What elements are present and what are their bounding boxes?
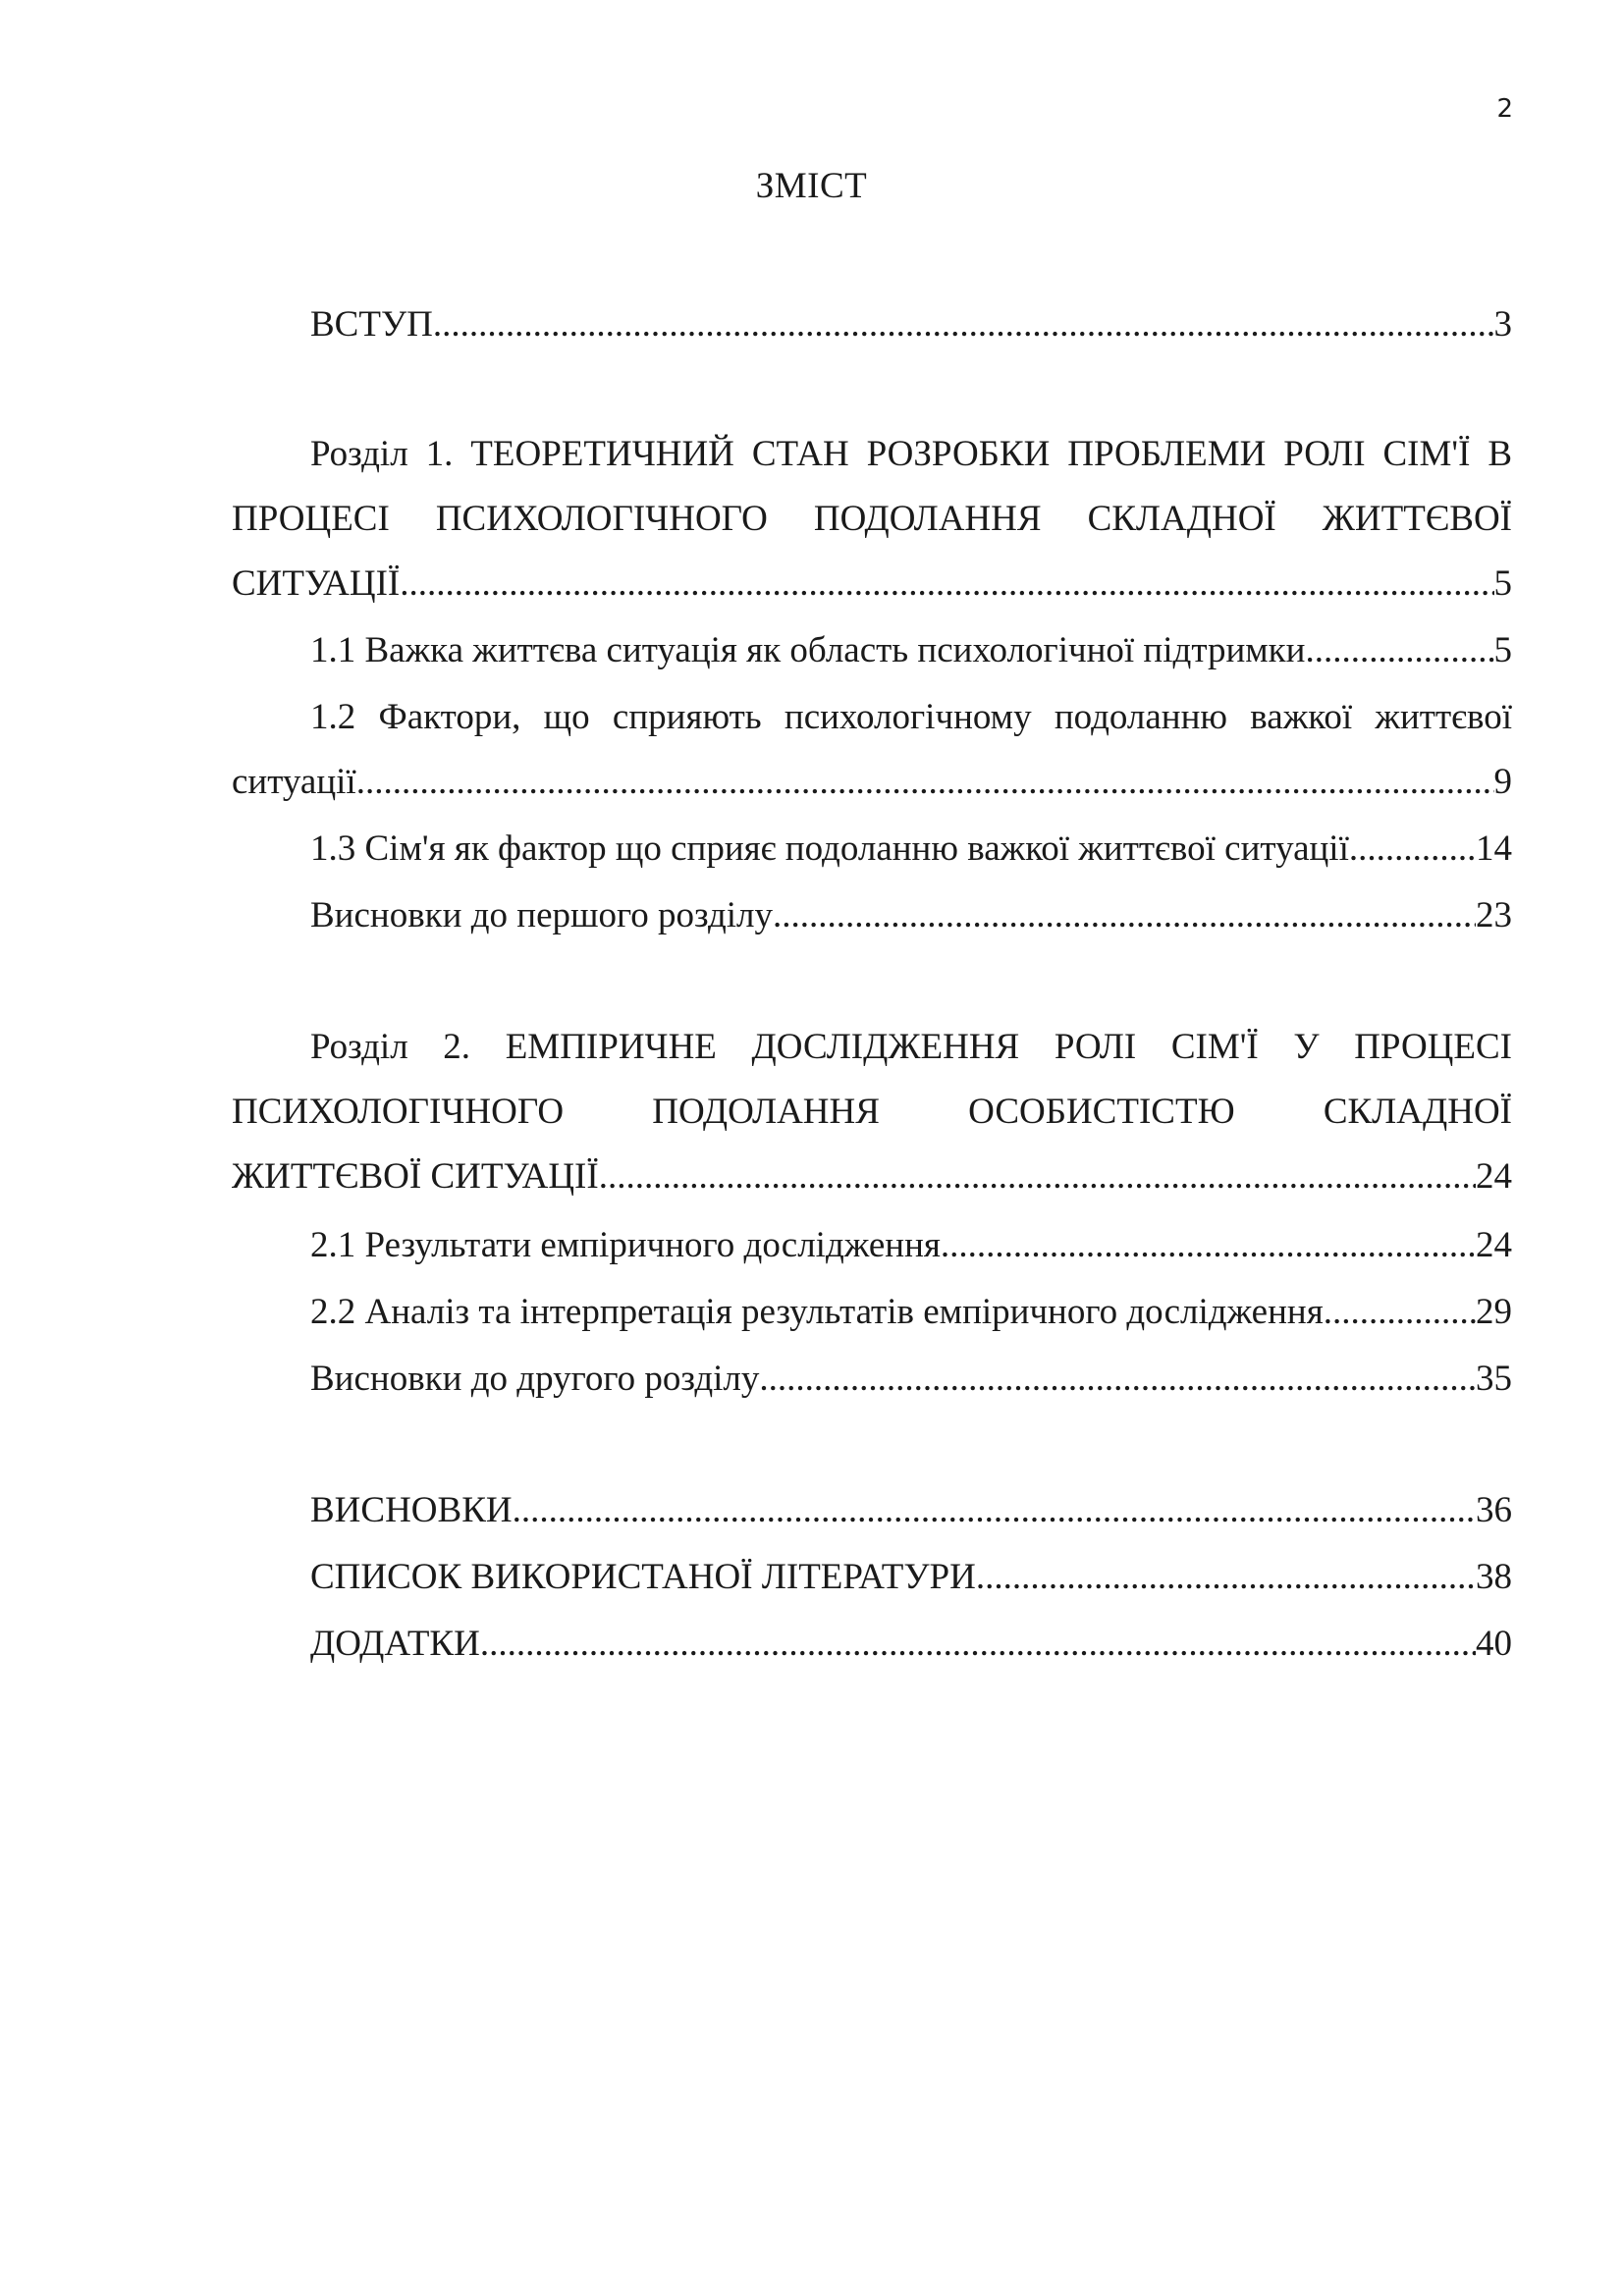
dot-leader bbox=[1349, 817, 1476, 881]
toc-page-number: 24 bbox=[1476, 1156, 1512, 1197]
toc-entry-intro[interactable] bbox=[232, 293, 1512, 357]
toc-page-number: 14 bbox=[1476, 828, 1512, 869]
dot-leader bbox=[759, 1347, 1476, 1412]
toc-entry-chapter-2-conclusions[interactable] bbox=[232, 1347, 1512, 1412]
toc-entry-label: 2.2 Аналіз та інтерпретація результатів емпіричного дослідження bbox=[310, 1292, 1324, 1332]
toc-page-number: 3 bbox=[1493, 304, 1512, 345]
toc-entry-section-2-1[interactable] bbox=[232, 1213, 1512, 1278]
toc-entry-label: ДОДАТКИ bbox=[310, 1624, 480, 1664]
toc-entry-label: 1.1 Важка життєва ситуація як область психологічної підтримки bbox=[310, 630, 1306, 670]
toc-entry-line: Розділ 2. ЕМПІРИЧНЕ ДОСЛІДЖЕННЯ РОЛІ СІМ'Ї У ПРОЦЕСІ bbox=[310, 1027, 1512, 1067]
toc-entry-line: ПСИХОЛОГІЧНОГО ПОДОЛАННЯ ОСОБИСТІСТЮ СКЛАДНОЇ bbox=[232, 1092, 1512, 1132]
toc-entry-section-1-3[interactable] bbox=[232, 817, 1512, 881]
toc-entry-label: ВСТУП bbox=[310, 304, 433, 345]
dot-leader bbox=[1324, 1280, 1476, 1345]
page-number: 2 bbox=[1496, 94, 1513, 124]
dot-leader bbox=[433, 293, 1494, 357]
toc-entry-label: Висновки до першого розділу bbox=[310, 895, 774, 935]
dot-leader bbox=[599, 1145, 1476, 1209]
dot-leader bbox=[513, 1478, 1476, 1543]
toc-page-number: 35 bbox=[1476, 1359, 1512, 1399]
toc-entry-label: 2.1 Результати емпіричного дослідження bbox=[310, 1225, 941, 1265]
toc-entry-line: 1.2 Фактори, що сприяють психологічному подоланню важкої життєвої bbox=[310, 697, 1512, 737]
toc-entry-references[interactable] bbox=[232, 1545, 1512, 1610]
dot-leader bbox=[941, 1213, 1476, 1278]
dot-leader bbox=[400, 552, 1493, 616]
toc-page-number: 29 bbox=[1476, 1292, 1512, 1332]
toc-entry-section-2-2[interactable] bbox=[232, 1280, 1512, 1345]
toc-entry-appendices[interactable] bbox=[232, 1612, 1512, 1677]
toc-entry-line: Розділ 1. ТЕОРЕТИЧНИЙ СТАН РОЗРОБКИ ПРОБЛЕМИ РОЛІ СІМ'Ї В bbox=[310, 434, 1512, 474]
toc-page-number: 38 bbox=[1476, 1557, 1512, 1597]
toc-entry-label: ВИСНОВКИ bbox=[310, 1490, 513, 1530]
toc-entry-label: ситуації bbox=[232, 762, 356, 802]
toc-title: ЗМІСТ bbox=[755, 166, 868, 206]
toc-page-number: 5 bbox=[1493, 563, 1512, 604]
toc-page-number: 9 bbox=[1493, 762, 1512, 802]
toc-page-number: 40 bbox=[1476, 1624, 1512, 1664]
toc-entry-chapter-1-conclusions[interactable] bbox=[232, 883, 1512, 948]
toc-entry-section-1-2[interactable] bbox=[232, 685, 1512, 815]
toc-entry-label: Висновки до другого розділу bbox=[310, 1359, 760, 1399]
toc-entry-label: 1.3 Сім'я як фактор що сприяє подоланню важкої життєвої ситуації bbox=[310, 828, 1349, 869]
dot-leader bbox=[356, 750, 1494, 815]
dot-leader bbox=[773, 883, 1476, 948]
toc-entry-line: ПРОЦЕСІ ПСИХОЛОГІЧНОГО ПОДОЛАННЯ СКЛАДНОЇ ЖИТТЄВОЇ bbox=[232, 499, 1512, 539]
toc-entry-section-1-1[interactable] bbox=[232, 618, 1512, 683]
toc-page-number: 23 bbox=[1476, 895, 1512, 935]
toc-entry-chapter-2[interactable] bbox=[232, 1015, 1512, 1209]
toc-entry-label: СИТУАЦІЇ bbox=[232, 563, 401, 604]
dot-leader bbox=[1305, 618, 1493, 683]
toc-page-number: 36 bbox=[1476, 1490, 1512, 1530]
toc-page-number: 24 bbox=[1476, 1225, 1512, 1265]
toc-entry-label: СПИСОК ВИКОРИСТАНОЇ ЛІТЕРАТУРИ bbox=[310, 1557, 976, 1597]
dot-leader bbox=[976, 1545, 1476, 1610]
toc-entry-conclusions[interactable] bbox=[232, 1478, 1512, 1543]
toc-entry-label: ЖИТТЄВОЇ СИТУАЦІЇ bbox=[232, 1156, 599, 1197]
toc-entry-chapter-1[interactable] bbox=[232, 422, 1512, 616]
dot-leader bbox=[480, 1612, 1476, 1677]
toc-page-number: 5 bbox=[1493, 630, 1512, 670]
